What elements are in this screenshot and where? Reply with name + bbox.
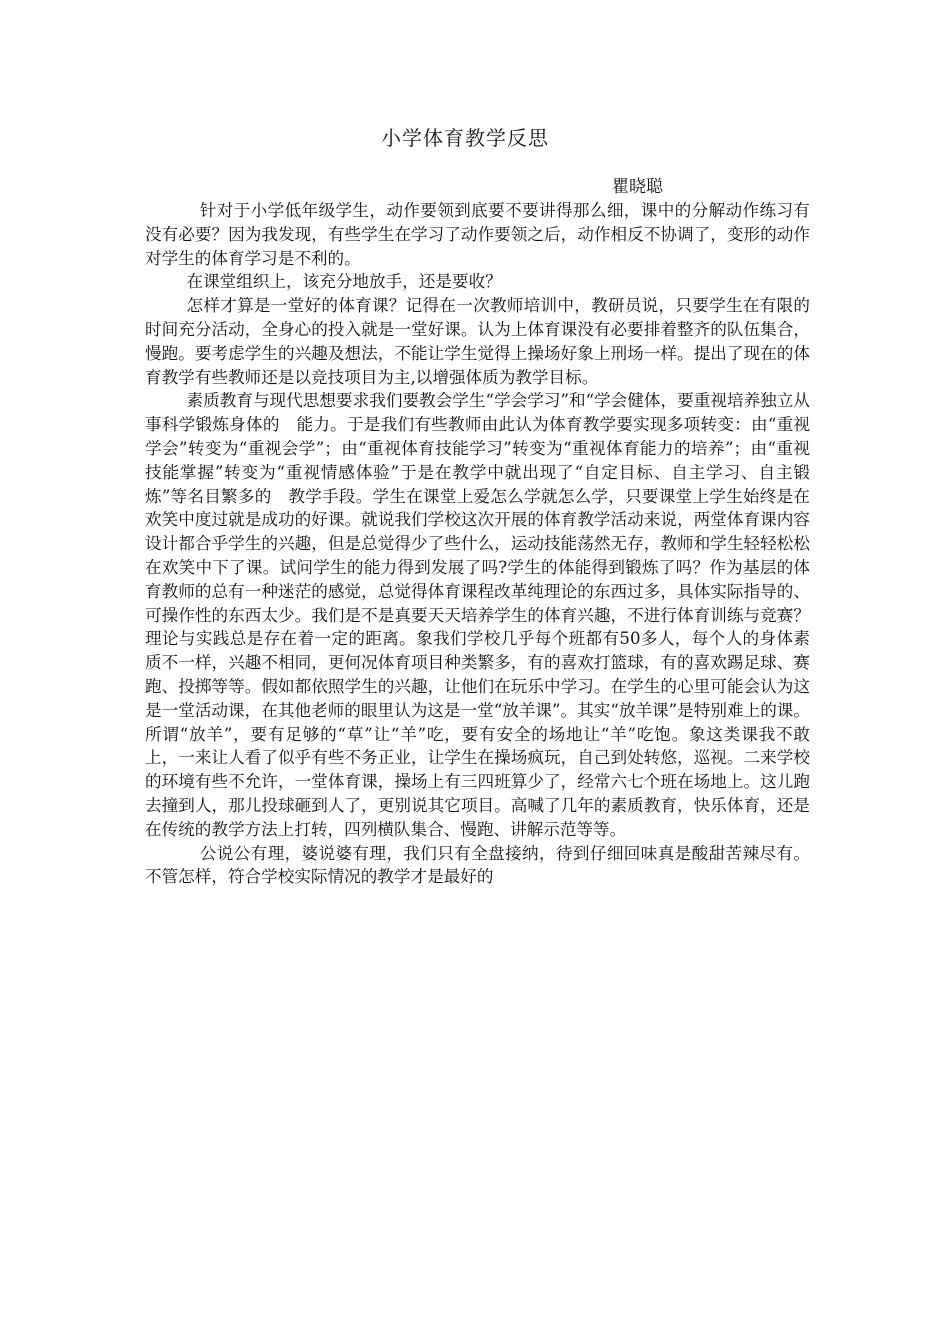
- document-title: 小学体育教学反思: [381, 126, 549, 150]
- paragraph-1: 针对于小学低年级学生，动作要领到底要不要讲得那么细，课中的分解动作练习有没有必要？因为我发现，有些学生在学习了动作要领之后，动作相反不协调了，变形的动作对学生的体育学习是不利的。: [145, 201, 810, 268]
- document-body: [145, 199, 810, 889]
- paragraph-2: 在课堂组织上，该充分地放手，还是要收？: [186, 272, 502, 292]
- paragraph-4: 素质教育与现代思想要求我们要教会学生“学会学习”和“学会健体，要重视培养独立从事科学锻炼身体的 能力。于是我们有些教师由此认为体育教学要实现多项转变：由“重视学会”转变为“重视会学”；由“重视体育技能学习”转变为“重视体育能力的培养”；由“重视技能掌握”转变为“重视情感体验”于是在教学中就出现了“自定目标、自主学习、自主锻炼”等名目繁多的 教学手段。学生在课堂上爱怎么学就怎么学，只要课堂上学生始终是在欢笑中度过就是成功的好课。就说我们学校这次开展的体育教学活动来说，两堂体育课内容设计都合乎学生的兴趣，但是总觉得少了些什么，运动技能荡然无存，教师和学生轻轻松松在欢笑中下了课。试问学生的能力得到发展了吗?学生的体能得到锻炼了吗？作为基层的体育教师的总有一种迷茫的感觉，总觉得体育课程改革纯理论的东西过多，具体实际指导的、可操作性的东西太少。我们是不是真要天天培养学生的体育兴趣，不进行体育训练与竞赛？理论与实践总是存在着一定的距离。象我们学校几乎每个班都有50多人，每个人的身体素质不一样，兴趣不相同，更何况体育项目种类繁多，有的喜欢打篮球，有的喜欢踢足球、赛跑、投掷等等。假如都依照学生的兴趣，让他们在玩乐中学习。在学生的心里可能会认为这是一堂活动课，在其他老师的眼里认为这是一堂“放羊课”。其实“放羊课”是特别难上的课。所谓“放羊”，要有足够的“草”让“羊”吃，要有安全的场地让“羊”吃饱。象这类课我不敢上，一来让人看了似乎有些不务正业，让学生在操场疯玩，自己到处转悠，巡视。二来学校的环境有些不允许，一堂体育课，操场上有三四班算少了，经常六七个班在场地上。这儿跑去撞到人，那儿投球砸到人了，更别说其它项目。高喊了几年的素质教育，快乐体育，还是在传统的教学方法上打转，四列横队集合、慢跑、讲解示范等等。: [145, 391, 810, 839]
- paragraph-3: 怎样才算是一堂好的体育课？记得在一次教师培训中，教研员说，只要学生在有限的时间充分活动，全身心的投入就是一堂好课。认为上体育课没有必要排着整齐的队伍集合，慢跑。要考虑学生的兴趣及想法，不能让学生觉得上操场好象上刑场一样。提出了现在的体育教学有些教师还是以竞技项目为主,以增强体质为教学目标。: [145, 296, 810, 387]
- document-author: 瞿晓聪: [612, 177, 663, 197]
- paragraph-5: 公说公有理，婆说婆有理，我们只有全盘接纳，待到仔细回味真是酸甜苦辣尽有。不管怎样，符合学校实际情况的教学才是最好的: [145, 843, 810, 887]
